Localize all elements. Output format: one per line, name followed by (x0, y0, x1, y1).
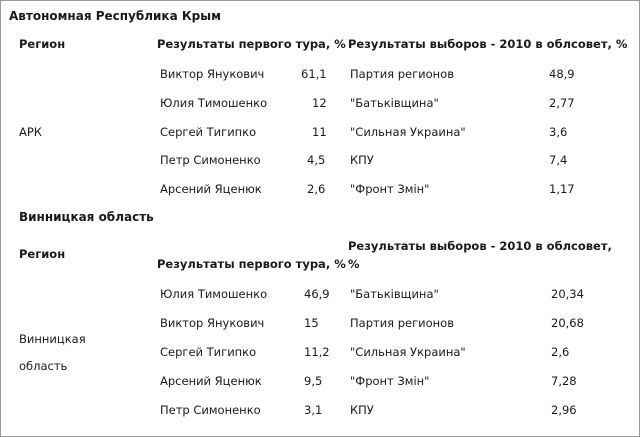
column-header-council-line1: Результаты выборов - 2010 в облсовет, (348, 239, 612, 253)
region-name-line1: Винницкая (19, 332, 86, 346)
council-percent: 2,6 (551, 345, 570, 359)
candidate-name: Петр Симоненко (160, 153, 261, 167)
first-round-percent: 11,2 (304, 345, 330, 359)
candidate-name: Юлия Тимошенко (160, 287, 268, 301)
first-round-percent: 11 (312, 125, 327, 139)
council-percent: 2,96 (551, 403, 577, 417)
column-header-first-round: Результаты первого тура, % (157, 257, 346, 271)
candidate-name: Юлия Тимошенко (160, 96, 268, 110)
first-round-percent: 15 (304, 316, 319, 330)
candidate-name: Сергей Тигипко (160, 125, 257, 139)
column-header-council: Результаты выборов - 2010 в облсовет, % (348, 37, 628, 51)
party-name: "Батьківщина" (350, 96, 439, 110)
section-title-crimea: Автономная Республика Крым (9, 9, 221, 23)
party-name: "Батьківщина" (350, 287, 439, 301)
council-percent: 2,77 (549, 96, 575, 110)
party-name: "Фронт Змін" (350, 374, 430, 388)
region-name: АРК (19, 125, 42, 139)
column-header-region: Регион (19, 247, 66, 261)
council-percent: 48,9 (549, 67, 575, 81)
first-round-percent: 12 (312, 96, 327, 110)
candidate-name: Петр Симоненко (160, 403, 261, 417)
party-name: "Сильная Украина" (350, 345, 466, 359)
party-name: "Фронт Змін" (350, 182, 430, 196)
first-round-percent: 9,5 (304, 374, 323, 388)
party-name: Партия регионов (350, 67, 454, 81)
first-round-percent: 61,1 (301, 67, 327, 81)
party-name: КПУ (350, 153, 374, 167)
council-percent: 3,6 (549, 125, 568, 139)
council-percent: 7,28 (551, 374, 577, 388)
column-header-first-round: Результаты первого тура, % (157, 37, 346, 51)
region-name-line2: область (19, 359, 68, 373)
candidate-name: Сергей Тигипко (160, 345, 257, 359)
column-header-region: Регион (19, 37, 66, 51)
council-percent: 1,17 (549, 182, 575, 196)
section-title-vinnytsia: Винницкая область (19, 210, 154, 224)
first-round-percent: 4,5 (307, 153, 326, 167)
first-round-percent: 46,9 (304, 287, 330, 301)
party-name: Партия регионов (350, 316, 454, 330)
column-header-council-line2: % (348, 257, 360, 271)
council-percent: 20,68 (551, 316, 584, 330)
candidate-name: Виктор Янукович (160, 67, 265, 81)
council-percent: 20,34 (551, 287, 584, 301)
party-name: КПУ (350, 403, 374, 417)
candidate-name: Арсений Яценюк (160, 374, 262, 388)
candidate-name: Виктор Янукович (160, 316, 265, 330)
first-round-percent: 2,6 (307, 182, 326, 196)
party-name: "Сильная Украина" (350, 125, 466, 139)
first-round-percent: 3,1 (304, 403, 323, 417)
council-percent: 7,4 (549, 153, 568, 167)
candidate-name: Арсений Яценюк (160, 182, 262, 196)
